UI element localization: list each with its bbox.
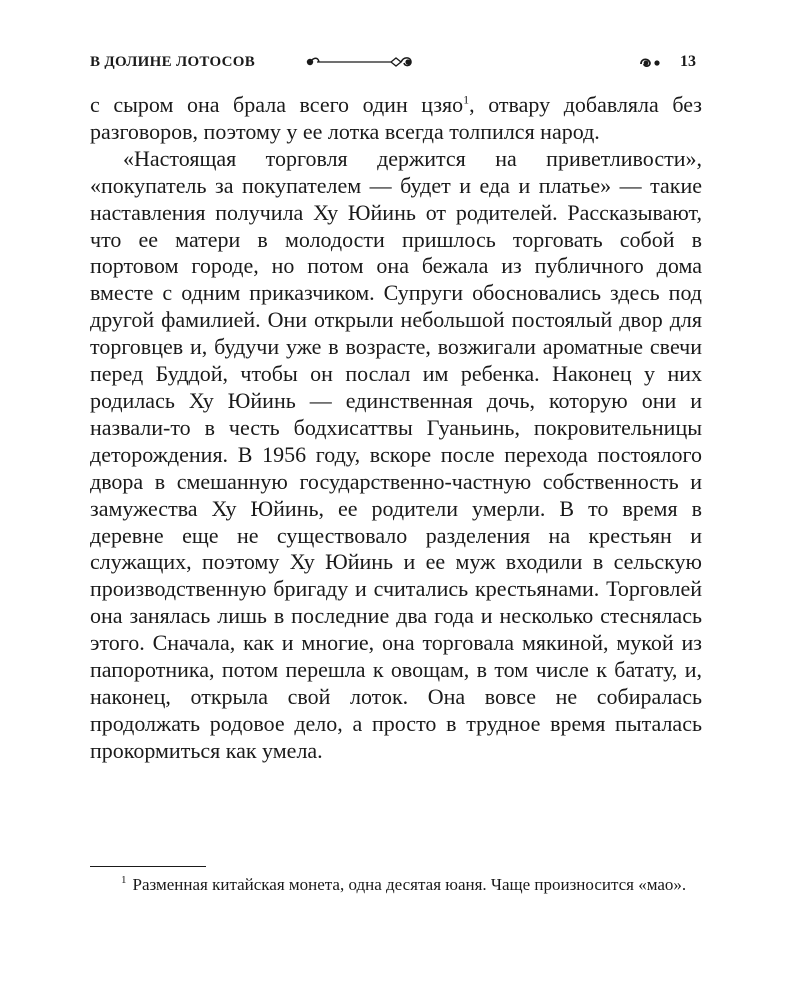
page-number: 13 [680,53,696,70]
footnote-divider [90,866,206,867]
paragraph-1-text-end: , отвару добавляла без разговоров, поэтому у ее лотка всегда толпился народ. [90,92,702,144]
footnote [90,874,702,895]
running-header [90,50,702,74]
paragraph-2: «Настоящая торговля держится на приветливости», «покупатель за покупателем — будет и еда и платье» — такие наставления получила Ху Юйинь от родителей. Рассказывают, что ее матери в молодости пришлось торговать собой в портовом городе, но потом она бежала из публичного дома вместе с одним приказчиком. Супруги обосновались здесь под другой фамилией. Они открыли небольшой постоялый двор для торговцев и, будучи уже в возрасте, возжигали ароматные свечи перед Буддой, чтобы он послал им ребенка. Наконец у них родилась Ху Юйинь — единственная дочь, которую они и назвали-то в честь бодхисаттвы Гуаньинь, покровительницы деторождения. В 1956 году, вскоре после перехода постоялого двора в смешанную государственно-частную собственность и замужества Ху Юйинь, ее родители умерли. В то время в деревне еще не существовало разделения на крестьян и служащих, поэтому Ху Юйинь и ее муж входили в сельскую производственную бригаду и считались крестьянами. Торговлей она занялась лишь в последние два года и несколько стеснялась этого. Сначала, как и многие, она торговала мякиной, мукой из папоротника, потом перешла к овощам, в том числе к батату, и, наконец, открыла свой лоток. Она вовсе не собиралась продолжать родовое дело, а просто в трудное время пыталась прокормиться как умела. [90,145,702,763]
paragraph-1 [90,92,702,146]
paragraph-1-text-start: с сыром она брала всего один цзяо [90,92,464,117]
running-title: В ДОЛИНЕ ЛОТОСОВ [90,54,256,70]
footnote-text: Разменная китайская монета, одна десятая юаня. Чаще произносится «мао». [132,875,687,894]
ornament-curl-icon [638,55,664,69]
footnote-reference[interactable]: 1 [463,92,470,107]
ornament-scroll-icon [305,55,415,69]
main-text [90,92,702,765]
footnote-mark: 1 [121,874,127,887]
